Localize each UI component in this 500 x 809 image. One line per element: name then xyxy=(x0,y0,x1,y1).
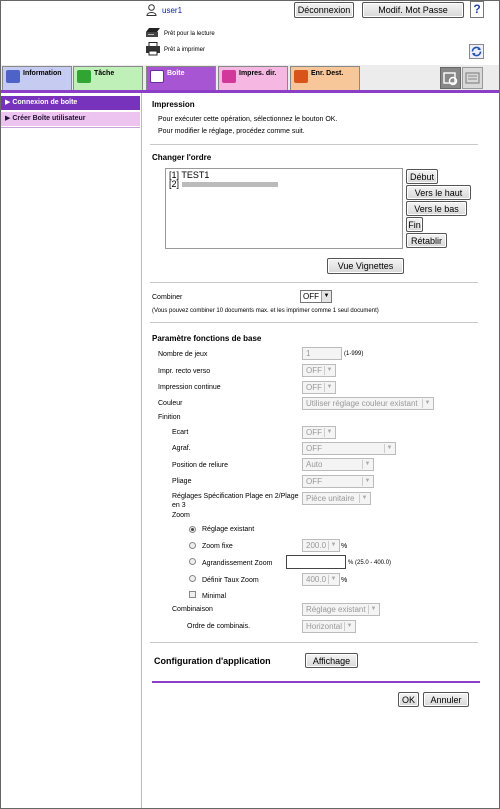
zoom-define-select[interactable]: 400.0 ▼ xyxy=(302,573,340,586)
combination-select[interactable]: Réglage existant ▼ xyxy=(302,603,380,616)
binding-position-label: Position de reliure xyxy=(172,462,229,469)
zoom-fixed-radio[interactable] xyxy=(189,542,196,549)
ok-button[interactable]: OK xyxy=(398,692,419,707)
tab-accent-line xyxy=(0,90,500,93)
printer-icon xyxy=(145,42,161,56)
bottom-accent-line xyxy=(152,681,480,683)
chevron-down-icon: ▼ xyxy=(344,622,354,631)
copies-input[interactable]: 1 xyxy=(302,347,342,360)
list-item[interactable]: [1] TEST1 xyxy=(169,170,210,180)
combination-label: Combinaison xyxy=(172,606,213,613)
combine-note: (Vous pouvez combiner 10 documents max. et les imprimer comme 1 seul document) xyxy=(152,308,379,314)
fold-label: Pliage xyxy=(172,478,192,485)
chevron-down-icon: ▼ xyxy=(328,541,338,550)
divider xyxy=(150,322,478,323)
cancel-button[interactable]: Annuler xyxy=(423,692,469,707)
move-end-button[interactable]: Fin xyxy=(406,217,423,232)
logout-button[interactable]: Déconnexion xyxy=(294,2,354,18)
tab-information[interactable]: Information xyxy=(2,66,72,90)
divider xyxy=(150,282,478,283)
chevron-down-icon: ▼ xyxy=(328,575,338,584)
job-icon xyxy=(77,70,91,83)
box-icon xyxy=(150,70,164,83)
order-section-title: Changer l'ordre xyxy=(152,153,212,162)
minimal-checkbox[interactable] xyxy=(189,591,196,598)
zoom-define-percent: % xyxy=(341,577,348,584)
zoom-enlarge-label: Agrandissement Zoom xyxy=(202,560,273,567)
move-top-button[interactable]: Début xyxy=(406,169,438,184)
view-toggle-icon-2[interactable] xyxy=(462,67,483,89)
combine-label: Combiner xyxy=(152,294,183,301)
chevron-down-icon: ▼ xyxy=(384,444,394,453)
tab-store-address[interactable]: Enr. Dest. xyxy=(290,66,360,90)
print-status: Prêt à imprimer xyxy=(164,47,206,53)
refresh-icon[interactable] xyxy=(469,44,484,59)
zoom-enlarge-radio[interactable] xyxy=(189,558,196,565)
chevron-down-icon: ▼ xyxy=(324,366,334,375)
user-name-link[interactable]: user1 xyxy=(162,6,183,15)
zoom-define-label: Définir Taux Zoom xyxy=(202,577,259,584)
information-icon xyxy=(6,70,20,83)
fold-spec-label: Réglages Spécification Plage en 2/Plage en 3 xyxy=(172,493,299,509)
direct-print-icon xyxy=(222,70,236,83)
fold-spec-select[interactable]: Pièce unitaire ▼ xyxy=(302,492,371,505)
chevron-down-icon: ▼ xyxy=(362,477,372,486)
reset-order-button[interactable]: Rétablir xyxy=(406,233,447,248)
chevron-down-icon: ▼ xyxy=(362,460,372,469)
combination-order-select[interactable]: Horizontal ▼ xyxy=(302,620,356,633)
divider xyxy=(150,642,478,643)
basic-settings-title: Paramètre fonctions de base xyxy=(152,334,262,343)
offset-select[interactable]: OFF ▼ xyxy=(302,426,336,439)
staple-select[interactable]: OFF ▼ xyxy=(302,442,396,455)
zoom-fixed-label: Zoom fixe xyxy=(202,543,233,550)
change-password-button[interactable]: Modif. Mot Passe xyxy=(362,2,464,18)
display-button[interactable]: Affichage xyxy=(305,653,358,668)
list-item[interactable]: [2] xyxy=(169,179,278,189)
zoom-define-radio[interactable] xyxy=(189,575,196,582)
staple-label: Agraf. xyxy=(172,445,191,452)
move-down-button[interactable]: Vers le bas xyxy=(406,201,467,216)
continuous-print-label: Impression continue xyxy=(158,384,221,391)
arrow-right-icon: ▶ xyxy=(5,99,11,106)
tab-job[interactable]: Tâche xyxy=(73,66,143,90)
chevron-down-icon: ▼ xyxy=(359,494,369,503)
chevron-down-icon: ▼ xyxy=(324,428,334,437)
document-list[interactable] xyxy=(165,168,403,249)
scan-status: Prêt pour la lecture xyxy=(164,31,215,37)
color-select[interactable]: Utiliser réglage couleur existant ▼ xyxy=(302,397,434,410)
color-label: Couleur xyxy=(158,400,183,407)
duplex-label: Impr. recto verso xyxy=(158,368,211,375)
chevron-down-icon: ▼ xyxy=(321,291,331,302)
combination-order-label: Ordre de combinais. xyxy=(187,623,251,630)
store-address-icon xyxy=(294,70,308,83)
thumbnail-view-button[interactable]: Vue Vignettes xyxy=(327,258,404,274)
duplex-select[interactable]: OFF ▼ xyxy=(302,364,336,377)
zoom-fixed-select[interactable]: 200.0 ▼ xyxy=(302,539,340,552)
chevron-down-icon: ▼ xyxy=(368,605,378,614)
minimal-label: Minimal xyxy=(202,593,227,600)
chevron-down-icon: ▼ xyxy=(324,383,334,392)
help-icon[interactable]: ? xyxy=(470,1,484,18)
arrow-right-icon: ▶ xyxy=(5,115,11,122)
fold-select[interactable]: OFF ▼ xyxy=(302,475,374,488)
user-icon xyxy=(146,4,157,16)
chevron-down-icon: ▼ xyxy=(422,399,432,408)
sidebar-item-create-box[interactable]: ▶ Créer Boîte utilisateur xyxy=(0,112,140,126)
zoom-enlarge-input[interactable] xyxy=(286,555,346,569)
tab-direct-print[interactable]: Impres. dir. xyxy=(218,66,288,90)
sidebar-item-box-login[interactable]: ▶ Connexion de boîte xyxy=(0,96,140,110)
divider xyxy=(150,144,478,145)
scanner-icon xyxy=(145,27,161,38)
binding-position-select[interactable]: Auto ▼ xyxy=(302,458,374,471)
move-up-button[interactable]: Vers le haut xyxy=(406,185,471,200)
sidebar-divider xyxy=(141,93,142,809)
zoom-fixed-percent: % xyxy=(341,543,348,550)
instruction-modify: Pour modifier le réglage, procédez comme suit. xyxy=(158,128,305,135)
copies-label: Nombre de jeux xyxy=(158,351,208,358)
offset-label: Ecart xyxy=(172,429,189,436)
sidebar-bottom-line xyxy=(0,127,140,128)
combine-select[interactable]: OFF ▼ xyxy=(300,290,332,303)
zoom-existing-label: Réglage existant xyxy=(202,526,255,533)
finishing-label: Finition xyxy=(158,414,181,421)
continuous-print-select[interactable]: OFF ▼ xyxy=(302,381,336,394)
redacted-name xyxy=(182,182,278,187)
view-toggle-icon-1[interactable] xyxy=(440,67,461,89)
instruction-ok: Pour exécuter cette opération, sélectionnez le bouton OK. xyxy=(158,116,338,123)
page-title: Impression xyxy=(152,100,195,109)
copies-range: (1-999) xyxy=(344,351,364,357)
zoom-enlarge-range: % (25.0 - 400.0) xyxy=(348,560,392,566)
zoom-existing-radio[interactable] xyxy=(189,526,196,533)
zoom-label: Zoom xyxy=(172,512,190,519)
app-config-title: Configuration d'application xyxy=(154,656,271,666)
tab-box[interactable]: Boîte xyxy=(146,66,216,90)
